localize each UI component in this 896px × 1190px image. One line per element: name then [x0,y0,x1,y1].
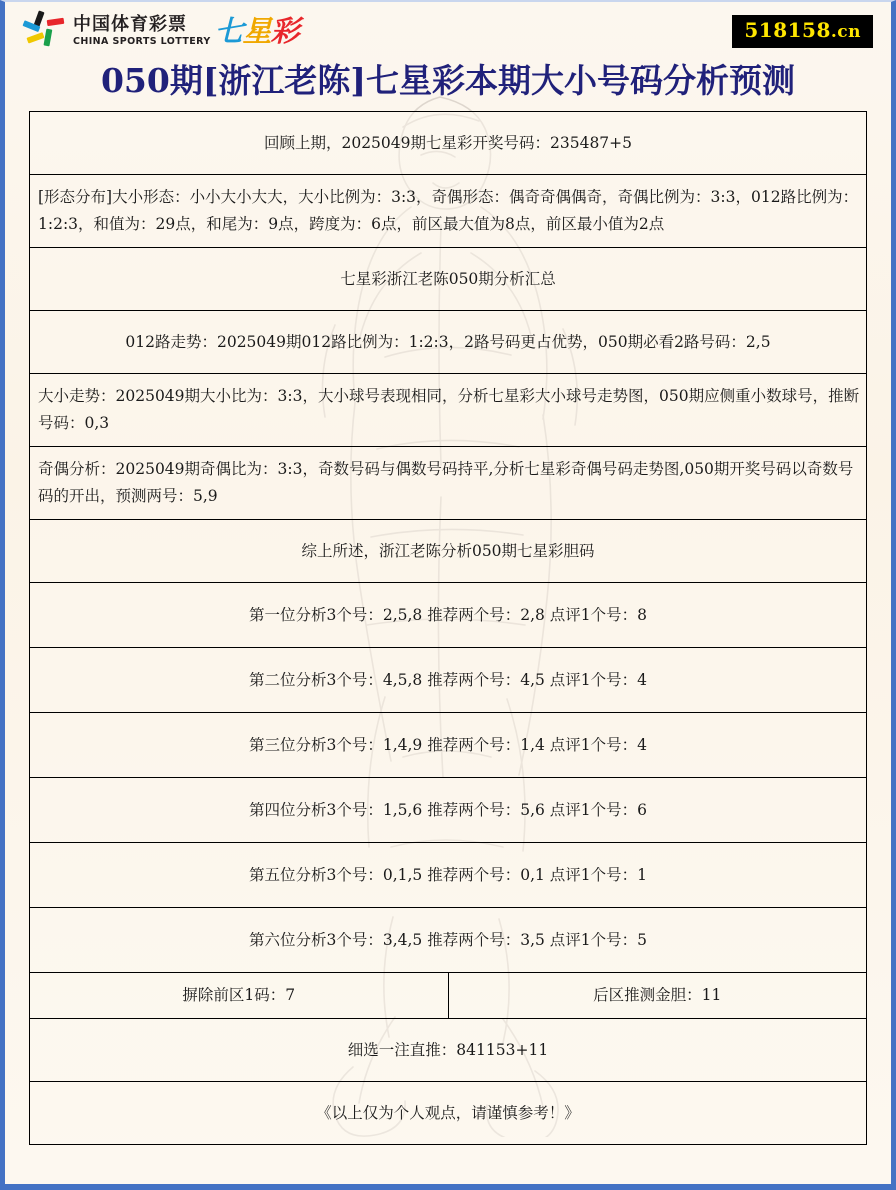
exclude-front-cell: 摒除前区1码：7 [30,973,449,1019]
table-row-pattern [30,175,867,248]
position-5-cell: 第五位分析3个号：0,1,5 推荐两个号：0,1 点评1个号：1 [30,843,867,908]
table-row-trend-oddeven [30,447,867,520]
table-row-position-1 [30,583,867,648]
position-1-cell: 第一位分析3个号：2,5,8 推荐两个号：2,8 点评1个号：8 [30,583,867,648]
game-name-char-3: 彩 [270,14,299,48]
disclaimer-cell: 《以上仅为个人观点，请谨慎参考！》 [30,1082,867,1145]
table-row-position-3 [30,713,867,778]
table-row-position-6 [30,908,867,973]
final-pick-cell: 细选一注直推：841153+11 [30,1019,867,1082]
position-2-cell: 第二位分析3个号：4,5,8 推荐两个号：4,5 点评1个号：4 [30,648,867,713]
brand-logo [21,8,299,54]
trend-oddeven-cell: 奇偶分析：2025049期奇偶比为：3:3，奇数号码与偶数号码持平,分析七星彩奇偶号码走势图,050期开奖号码以奇数号码的开出，预测两号：5,9 [30,447,867,520]
game-name-char-2: 星 [242,14,271,48]
brand-name-en: CHINA SPORTS LOTTERY [73,35,211,47]
analysis-table [29,111,867,1145]
site-header [5,2,891,59]
lottery-game-name [215,9,299,53]
brand-name-cn: 中国体育彩票 [73,13,187,35]
table-row-disclaimer [30,1082,867,1145]
site-domain-name: 518158 [744,18,831,42]
table-row-position-4 [30,778,867,843]
page-content [5,2,891,1145]
site-domain-tld: .cn [830,22,861,42]
page-title: 050期[浙江老陈]七星彩本期大小号码分析预测 [100,61,796,100]
last-draw-review-cell: 回顾上期，2025049期七星彩开奖号码：235487+5 [30,112,867,175]
back-gold-cell: 后区推测金胆：11 [448,973,867,1019]
table-row-final-pick [30,1019,867,1082]
table-row-position-2 [30,648,867,713]
summary-header-cell: 七星彩浙江老陈050期分析汇总 [30,248,867,311]
table-row-trend-size [30,374,867,447]
table-row-review [30,112,867,175]
table-row-exclude-and-back [30,973,867,1019]
site-domain-badge [732,15,873,48]
table-row-position-5 [30,843,867,908]
brand-logo-text [73,9,211,53]
table-row-trend-012 [30,311,867,374]
position-6-cell: 第六位分析3个号：3,4,5 推荐两个号：3,5 点评1个号：5 [30,908,867,973]
game-name-char-1: 七 [214,14,243,48]
trend-size-cell: 大小走势：2025049期大小比为：3:3，大小球号表现相同，分析七星彩大小球号走势图，050期应侧重小数球号，推断号码：0,3 [30,374,867,447]
china-sports-lottery-pinwheel-icon [21,9,71,53]
position-4-cell: 第四位分析3个号：1,5,6 推荐两个号：5,6 点评1个号：6 [30,778,867,843]
table-row-summary-header [30,248,867,311]
position-3-cell: 第三位分析3个号：1,4,9 推荐两个号：1,4 点评1个号：4 [30,713,867,778]
trend-012-cell: 012路走势：2025049期012路比例为：1:2:3，2路号码更占优势，050期必看2路号码：2,5 [30,311,867,374]
table-row-conclusion-header [30,520,867,583]
conclusion-header-cell: 综上所述，浙江老陈分析050期七星彩胆码 [30,520,867,583]
pattern-distribution-cell: [形态分布]大小形态：小小大小大大，大小比例为：3:3，奇偶形态：偶奇奇偶偶奇，奇偶比例为：3:3，012路比例为：1:2:3，和值为：29点，和尾为：9点，跨度为：6点，前区最大值为8点，前区最小值为2点 [30,175,867,248]
